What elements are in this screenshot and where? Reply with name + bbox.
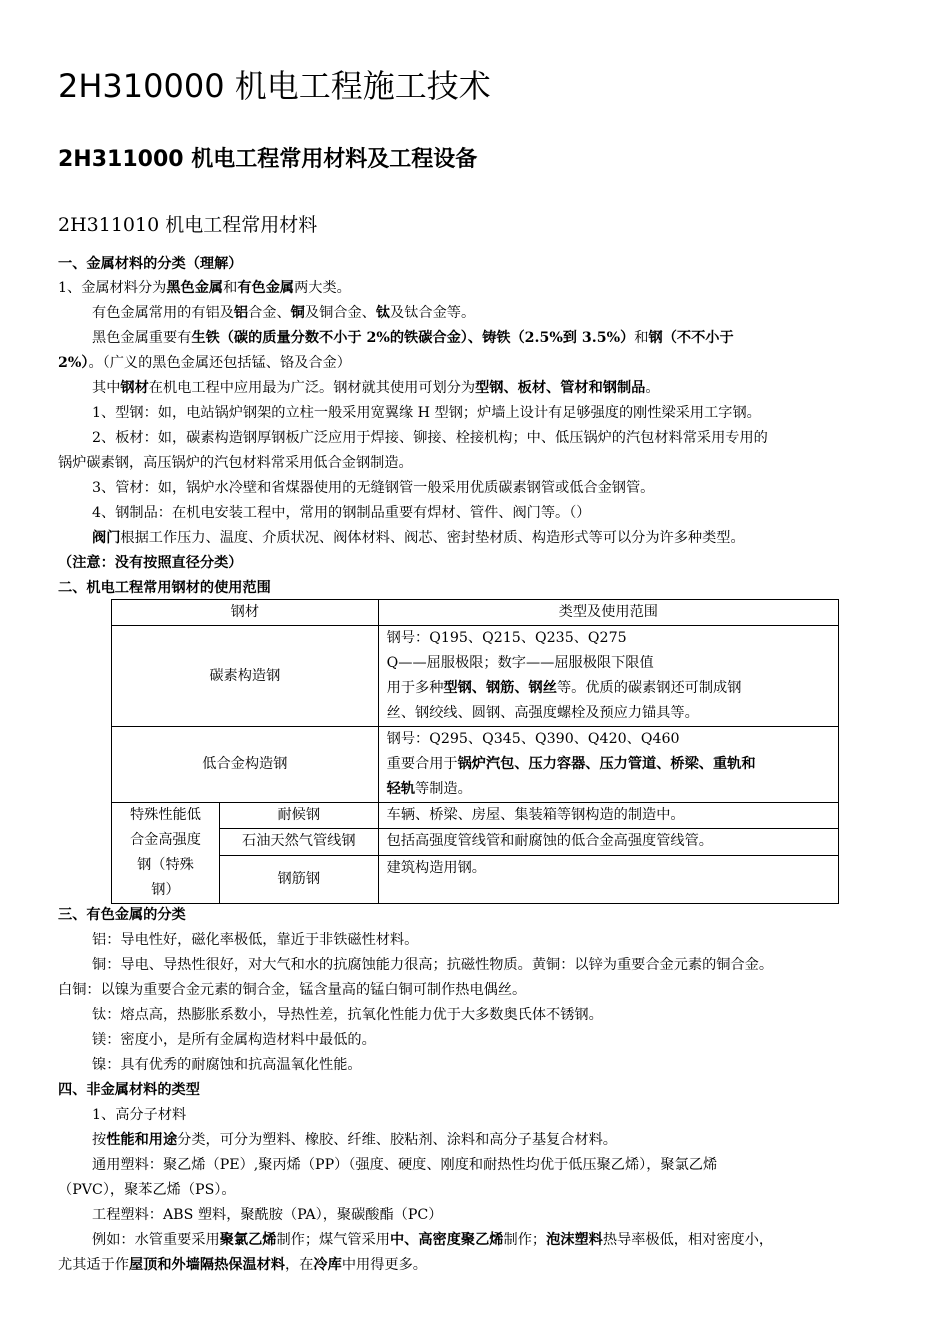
s1-item-3: 3、管材：如，锅炉水冷壁和省煤器使用的无缝钢管一般采用优质碳素钢管或低合金钢管。 <box>92 480 655 496</box>
s4-para-2-line-2: （PVC），聚苯乙烯（PS）。 <box>58 1182 236 1198</box>
s3-copper-line-2: 白铜：以镍为重要合金元素的铜合金，锰含量高的锰白铜可制作热电偶丝。 <box>58 982 527 998</box>
steel-usage-table <box>111 599 839 904</box>
s3-titanium: 钛：熔点高，热膨胀系数小，导热性差，抗氧化性能力优于大多数奥氏体不锈钢。 <box>92 1007 603 1023</box>
s1-para-3-line-2: 2%）。（广义的黑色金属还包括锰、铬及合金） <box>58 355 351 371</box>
carbon-steel-usage: 钢号：Q195、Q215、Q235、Q275 Q——屈服极限；数字——屈服极限下限值 用于多种型钢、钢筋、钢丝等。优质的碳素钢还可制成钢 丝、钢绞线、圆钢、高强度螺栓及预应力锚具等。 <box>378 626 838 727</box>
low-alloy-steel-usage: 钢号：Q295、Q345、Q390、Q420、Q460 重要合用于锅炉汽包、压力容器、压力管道、桥梁、重轨和 轻轨等制造。 <box>378 727 838 803</box>
special-type-name: 石油天然气管线钢 <box>219 829 378 855</box>
table-row-carbon <box>112 626 839 727</box>
s2-heading: 二、机电工程常用钢材的使用范围 <box>58 580 271 596</box>
special-type-name: 钢筋钢 <box>219 855 378 904</box>
s1-para-3-line-1: 黑色金属重要有生铁（碳的质量分数不小于 2%的铁碳合金）、铸铁（2.5%到 3.5%）和钢（不不小于 <box>92 330 734 346</box>
s1-para-2: 有色金属常用的有铝及铝合金、铜及铜合金、钛及钛合金等。 <box>92 305 476 321</box>
s1-para-4: 其中钢材在机电工程中应用最为广泛。钢材就其使用可划分为型钢、板材、管材和钢制品。 <box>92 380 660 396</box>
s4-para-3: 工程塑料：ABS 塑料，聚酰胺（PA），聚碳酸酯（PC） <box>92 1207 443 1223</box>
s3-nickel: 镍：具有优秀的耐腐蚀和抗高温氧化性能。 <box>92 1057 362 1073</box>
s3-copper-line-1: 铜：导电、导热性很好，对大气和水的抗腐蚀能力很高；抗磁性物质。黄铜：以锌为重要合金元素的铜合金。 <box>92 957 774 973</box>
special-type-usage: 包括高强度管线管和耐腐蚀的低合金高强度管线管。 <box>378 829 838 855</box>
s1-note: （注意：没有按照直径分类） <box>58 555 243 571</box>
s1-heading: 一、金属材料的分类（理解） <box>58 256 243 272</box>
special-steel-name: 特殊性能低 合金高强度 钢（特殊 钢） <box>112 803 220 904</box>
table-header-usage: 类型及使用范围 <box>378 600 838 626</box>
s1-valve-para: 阀门根据工作压力、温度、介质状况、阀体材料、阀芯、密封垫材质、构造形式等可以分为许多种类型。 <box>92 530 745 546</box>
s1-para-1: 1、金属材料分为黑色金属和有色金属两大类。 <box>58 280 351 296</box>
carbon-steel-name: 碳素构造钢 <box>112 626 379 727</box>
s4-sub-1: 1、高分子材料 <box>92 1107 187 1123</box>
s4-para-4-line-1: 例如：水管重要采用聚氯乙烯制作；煤气管采用中、高密度聚乙烯制作；泡沫塑料热导率极低，相对密度小， <box>92 1232 774 1248</box>
table-header-steel: 钢材 <box>112 600 379 626</box>
s4-para-1: 按性能和用途分类，可分为塑料、橡胶、纤维、胶粘剂、涂料和高分子基复合材料。 <box>92 1132 617 1148</box>
s1-item-1: 1、型钢：如，电站锅炉钢架的立柱一般采用宽翼缘 H 型钢；炉墙上设计有足够强度的刚性梁采用工字钢。 <box>92 405 761 421</box>
s1-item-2-line-1: 2、板材：如，碳素构造钢厚钢板广泛应用于焊接、铆接、栓接机构；中、低压锅炉的汽包材料常采用专用的 <box>92 430 768 446</box>
s1-item-2-line-2: 锅炉碳素钢，高压锅炉的汽包材料常采用低合金钢制造。 <box>58 455 413 471</box>
special-type-usage: 车辆、桥梁、房屋、集装箱等钢构造的制造中。 <box>378 803 838 829</box>
low-alloy-steel-name: 低合金构造钢 <box>112 727 379 803</box>
table-row-rebar <box>112 855 839 904</box>
section-heading: 2H311010 机电工程常用材料 <box>58 214 318 236</box>
s1-item-4: 4、钢制品：在机电安装工程中，常用的钢制品重要有焊材、管件、阀门等。（） <box>92 505 591 521</box>
s3-heading: 三、有色金属的分类 <box>58 907 186 923</box>
chapter-heading: 2H311000 机电工程常用材料及工程设备 <box>58 147 478 172</box>
special-type-usage: 建筑构造用钢。 <box>378 855 838 904</box>
document-title: 2H310000 机电工程施工技术 <box>58 67 491 105</box>
table-row-low-alloy <box>112 727 839 803</box>
s4-para-2-line-1: 通用塑料：聚乙烯（PE）,聚丙烯（PP）（强度、硬度、刚度和耐热性均优于低压聚乙烯），聚氯乙烯 <box>92 1157 718 1173</box>
table-row-weathering <box>112 803 839 829</box>
s3-aluminum: 铝：导电性好，磁化率极低，靠近于非铁磁性材料。 <box>92 932 419 948</box>
s3-magnesium: 镁：密度小，是所有金属构造材料中最低的。 <box>92 1032 376 1048</box>
table-header-row <box>112 600 839 626</box>
s4-para-4-line-2: 尤其适于作屋顶和外墙隔热保温材料，在冷库中用得更多。 <box>58 1257 427 1273</box>
table-row-pipeline <box>112 829 839 855</box>
special-type-name: 耐候钢 <box>219 803 378 829</box>
s4-heading: 四、非金属材料的类型 <box>58 1082 200 1098</box>
